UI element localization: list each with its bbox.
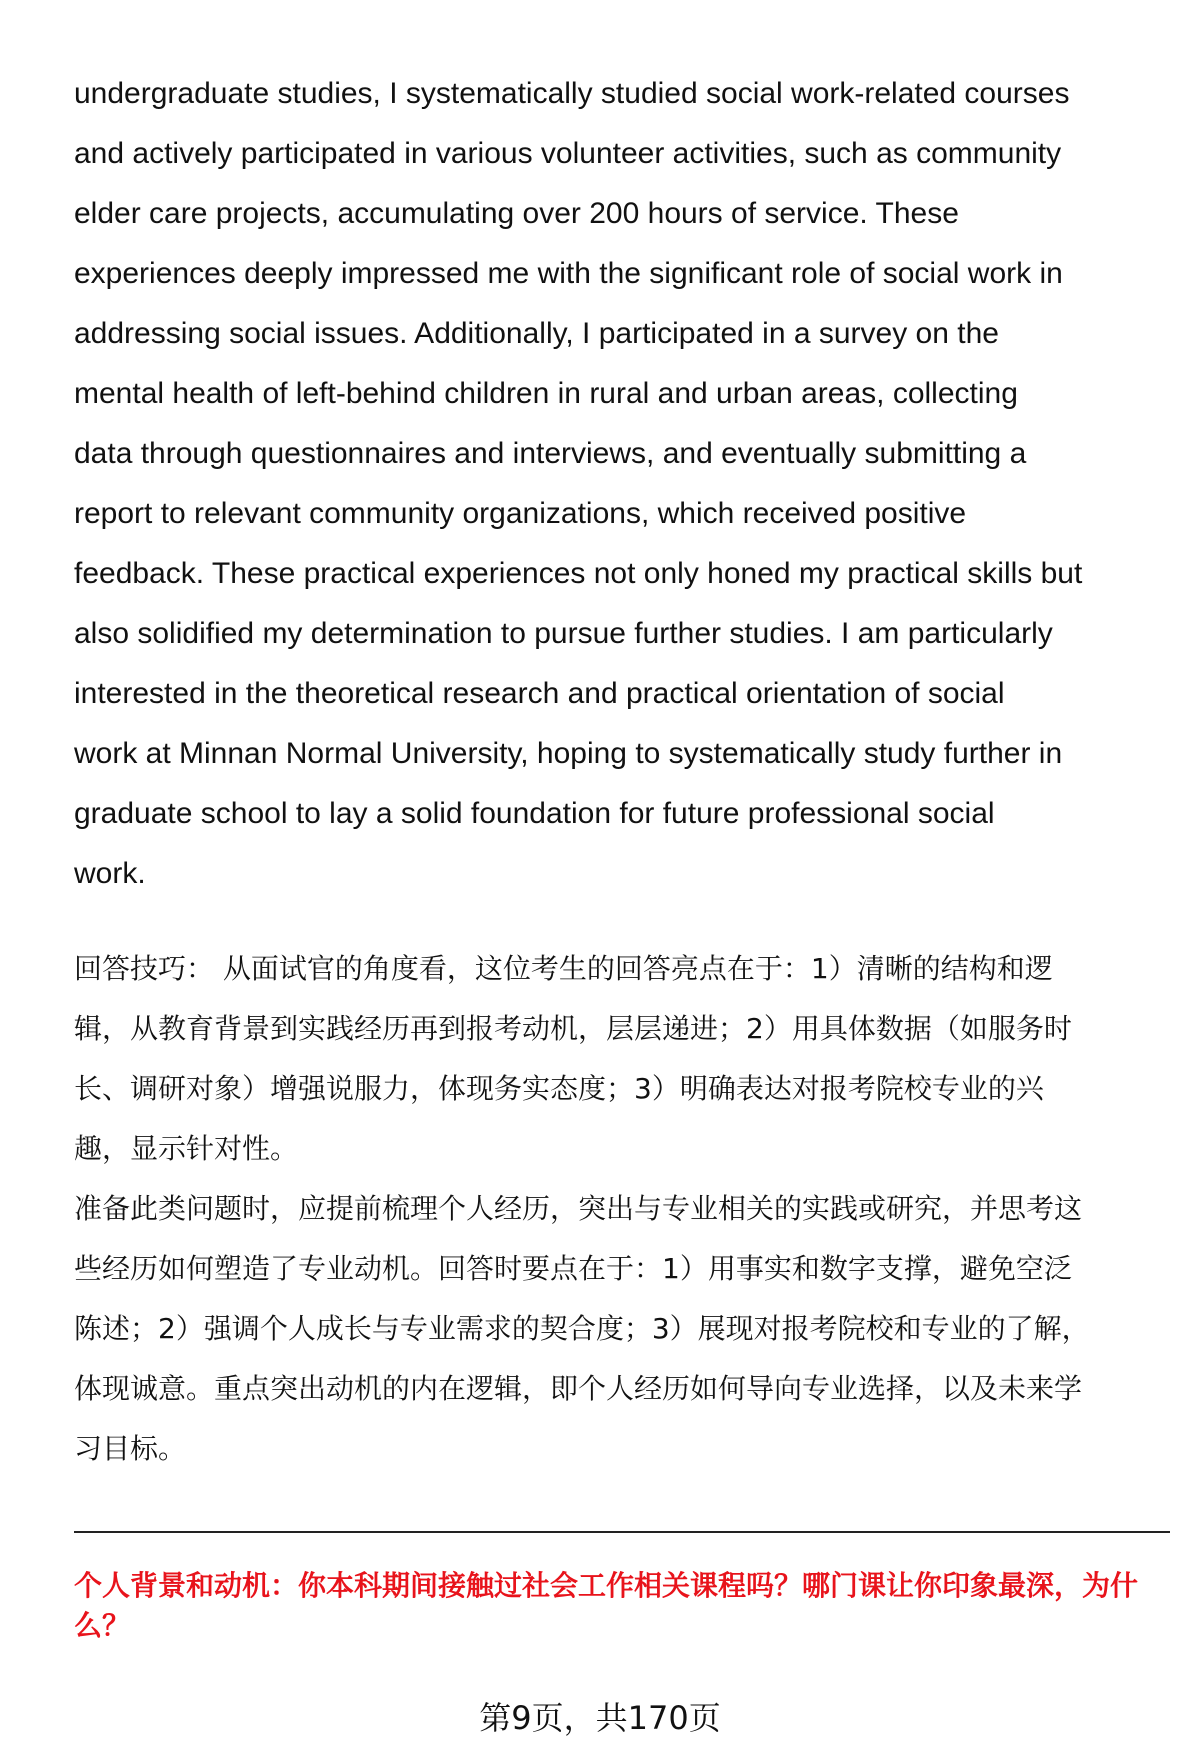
text-line: 趣，显示针对性。: [74, 1132, 299, 1165]
text-line: data through questionnaires and interviews, and eventually submitting a: [74, 437, 1027, 470]
text-line: report to relevant community organizations, which received positive: [74, 497, 967, 530]
text-line: elder care projects, accumulating over 200 hours of service. These: [74, 197, 959, 230]
text-line: experiences deeply impressed me with the significant role of social work in: [74, 257, 1063, 290]
text-line: 长、调研对象）增强说服力，体现务实态度；3）明确表达对报考院校专业的兴: [74, 1072, 1044, 1105]
text-line: addressing social issues. Additionally, I participated in a survey on the: [74, 317, 999, 350]
text-line: 习目标。: [74, 1432, 187, 1465]
preparation-advice-paragraph: [74, 1179, 1174, 1479]
text-line: 回答技巧： 从面试官的角度看，这位考生的回答亮点在于：1）清晰的结构和逻: [74, 952, 1053, 985]
section-divider: [74, 1531, 1170, 1533]
text-line: graduate school to lay a solid foundation for future professional social: [74, 797, 995, 830]
text-line: feedback. These practical experiences not only honed my practical skills but: [74, 557, 1083, 590]
text-line: work at Minnan Normal University, hoping to systematically study further in: [74, 737, 1063, 770]
text-line: interested in the theoretical research and practical orientation of social: [74, 677, 1005, 710]
text-line: and actively participated in various volunteer activities, such as community: [74, 137, 1062, 170]
text-line: 陈述；2）强调个人成长与专业需求的契合度；3）展现对报考院校和专业的了解，: [74, 1312, 1090, 1345]
text-line: 辑，从教育背景到实践经历再到报考动机，层层递进；2）用具体数据（如服务时: [74, 1012, 1072, 1045]
text-line: 体现诚意。重点突出动机的内在逻辑，即个人经历如何导向专业选择，以及未来学: [74, 1372, 1083, 1405]
answer-paragraph: [74, 64, 1174, 904]
text-line: undergraduate studies, I systematically studied social work-related courses: [74, 77, 1070, 110]
answer-tips-paragraph: [74, 939, 1174, 1179]
text-line: work.: [74, 857, 146, 890]
page-number: 第9页，共170页: [479, 1699, 721, 1737]
text-line: 些经历如何塑造了专业动机。回答时要点在于：1）用事实和数字支撑，避免空泛: [74, 1252, 1072, 1285]
text-line: also solidified my determination to pursue further studies. I am particularly: [74, 617, 1053, 650]
text-line: 准备此类问题时，应提前梳理个人经历，突出与专业相关的实践或研究，并思考这: [74, 1192, 1083, 1225]
text-line: mental health of left-behind children in rural and urban areas, collecting: [74, 377, 1018, 410]
question-heading: 个人背景和动机：你本科期间接触过社会工作相关课程吗？哪门课让你印象最深，为什么？: [74, 1569, 1139, 1642]
